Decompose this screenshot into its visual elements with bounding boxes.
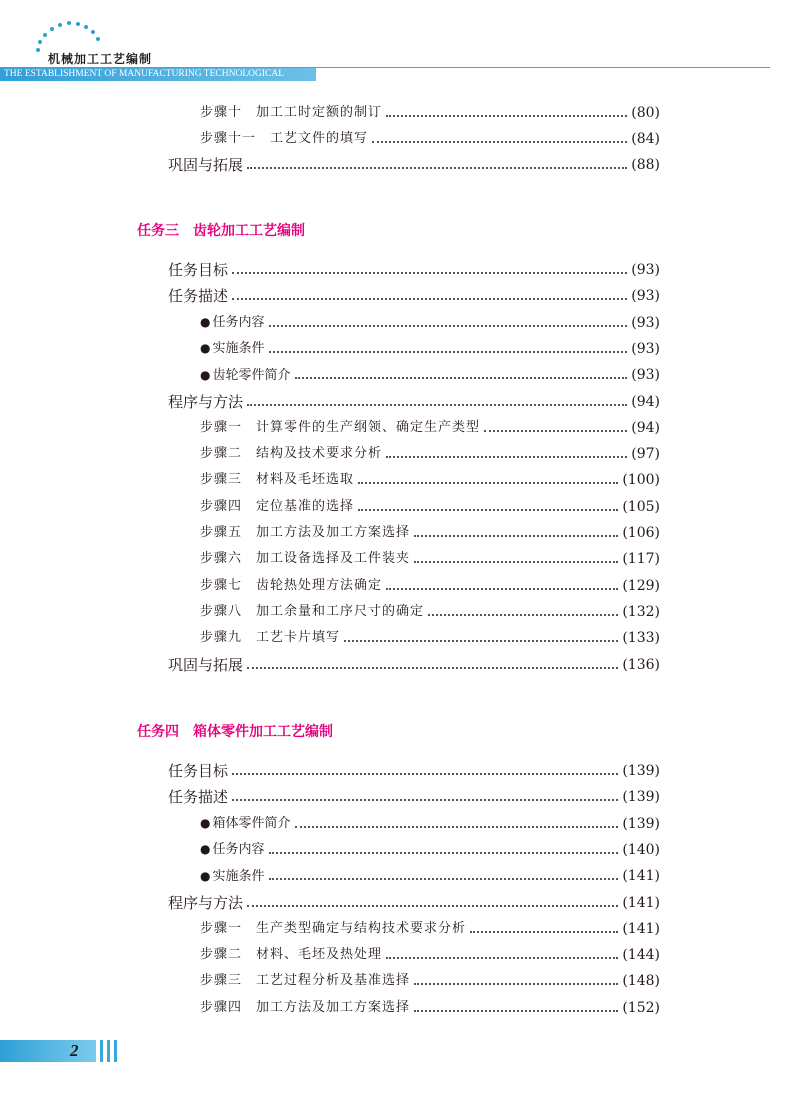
toc-step-number: 步骤十 bbox=[200, 105, 243, 120]
section-title: 箱体零件加工工艺编制 bbox=[193, 724, 333, 740]
toc-entry-label bbox=[200, 523, 410, 543]
toc-entry-title: 计算零件的生产纲领、确定生产类型 bbox=[256, 419, 481, 435]
section-heading[interactable] bbox=[137, 721, 333, 743]
toc-entry-title: 加工方法及加工方案选择 bbox=[256, 999, 411, 1015]
toc-page-number: (94) bbox=[631, 419, 660, 436]
toc-entry-label bbox=[168, 392, 243, 412]
toc-entry[interactable] bbox=[168, 655, 660, 675]
toc-entry-title: 定位基准的选择 bbox=[256, 498, 355, 514]
bullet-icon: ● bbox=[200, 315, 211, 330]
toc-entry-title: 实施条件 bbox=[212, 341, 265, 357]
dot-leader bbox=[232, 799, 618, 801]
toc-entry[interactable] bbox=[200, 523, 660, 543]
book-subtitle-english: THE ESTABLISHMENT OF MANUFACTURING TECHNOLOGICAL bbox=[4, 69, 285, 79]
toc-entry-title: 加工工时定额的制订 bbox=[256, 105, 383, 120]
toc-page-number: (80) bbox=[631, 105, 660, 121]
toc-entry-title: 程序与方法 bbox=[168, 893, 244, 912]
dot-leader bbox=[295, 377, 628, 379]
toc-page-number: (148) bbox=[622, 973, 660, 990]
dot-leader bbox=[386, 456, 627, 458]
section-title: 齿轮加工工艺编制 bbox=[193, 223, 305, 239]
toc-entry-title: 材料及毛坯选取 bbox=[256, 472, 355, 488]
toc-entry[interactable] bbox=[168, 392, 660, 412]
toc-entry-label bbox=[168, 655, 243, 675]
toc-step-number: 步骤三 bbox=[200, 973, 243, 989]
toc-entry-title: 齿轮热处理方法确定 bbox=[256, 577, 383, 593]
toc-entry[interactable] bbox=[200, 945, 660, 965]
dot-leader bbox=[247, 667, 618, 669]
toc-entry[interactable] bbox=[200, 444, 660, 464]
toc-entry-label bbox=[168, 893, 243, 913]
toc-entry-label bbox=[200, 628, 340, 648]
toc-entry[interactable] bbox=[200, 628, 660, 648]
toc-entry-label bbox=[200, 839, 265, 860]
toc-entry-title: 结构及技术要求分析 bbox=[256, 446, 383, 462]
toc-page-number: (100) bbox=[622, 472, 660, 489]
toc-entry[interactable] bbox=[200, 365, 660, 385]
toc-entry[interactable] bbox=[200, 103, 660, 123]
toc-step-number: 步骤二 bbox=[200, 446, 243, 462]
dot-leader bbox=[247, 404, 627, 406]
toc-entry[interactable] bbox=[200, 497, 660, 517]
toc-entry-title: 任务目标 bbox=[168, 261, 229, 279]
toc-entry-label bbox=[200, 129, 368, 149]
toc-step-number: 步骤十一 bbox=[200, 131, 257, 146]
toc-page-number: (93) bbox=[631, 340, 660, 357]
toc-entry-label bbox=[200, 971, 410, 991]
dot-leader bbox=[414, 1010, 618, 1012]
page-header bbox=[0, 0, 800, 90]
toc-page-number: (93) bbox=[631, 314, 660, 331]
toc-page-number: (140) bbox=[622, 841, 660, 858]
section-number: 任务四 bbox=[137, 724, 179, 740]
toc-page-number: (144) bbox=[622, 947, 660, 964]
dot-leader bbox=[386, 957, 618, 959]
toc-entry-label bbox=[168, 286, 228, 306]
dot-leader bbox=[358, 482, 618, 484]
toc-entry-title: 工艺文件的填写 bbox=[270, 131, 369, 146]
toc-entry[interactable] bbox=[200, 971, 660, 991]
toc-entry[interactable] bbox=[200, 998, 660, 1018]
toc-entry-title: 工艺过程分析及基准选择 bbox=[256, 973, 411, 989]
dot-leader bbox=[386, 588, 618, 590]
toc-entry-title: 任务内容 bbox=[212, 842, 265, 858]
toc-entry-title: 实施条件 bbox=[212, 868, 265, 884]
toc-entry[interactable] bbox=[200, 602, 660, 622]
toc-entry-label bbox=[200, 497, 354, 517]
toc-page-number: (141) bbox=[622, 868, 660, 885]
section-heading[interactable] bbox=[137, 220, 305, 242]
bullet-icon: ● bbox=[200, 842, 211, 857]
toc-page-number: (129) bbox=[622, 577, 660, 594]
dot-leader bbox=[269, 878, 619, 880]
toc-entry[interactable] bbox=[168, 260, 660, 280]
toc-entry-title: 箱体零件简介 bbox=[212, 816, 291, 832]
toc-entry[interactable] bbox=[168, 787, 660, 807]
page-number: 2 bbox=[70, 1041, 79, 1060]
dot-leader bbox=[414, 983, 618, 985]
toc-entry-title: 任务描述 bbox=[168, 287, 229, 306]
toc-entry-label bbox=[200, 945, 382, 965]
toc-page-number: (88) bbox=[631, 157, 660, 173]
toc-step-number: 步骤四 bbox=[200, 999, 243, 1015]
toc-entry[interactable] bbox=[200, 576, 660, 596]
toc-entry[interactable] bbox=[200, 339, 660, 359]
toc-entry-title: 工艺卡片填写 bbox=[256, 630, 341, 646]
dot-leader bbox=[232, 773, 618, 775]
toc-entry-title: 材料、毛坯及热处理 bbox=[256, 947, 383, 963]
toc-entry-title: 任务内容 bbox=[212, 315, 265, 331]
toc-step-number: 步骤四 bbox=[200, 498, 243, 514]
toc-entry-title: 任务目标 bbox=[168, 762, 229, 780]
toc-entry[interactable] bbox=[200, 470, 660, 490]
toc-entry-label bbox=[200, 444, 382, 464]
toc-page-number: (133) bbox=[622, 630, 660, 647]
toc-page-number: (139) bbox=[622, 789, 660, 806]
dot-leader bbox=[232, 298, 627, 300]
toc-step-number: 步骤七 bbox=[200, 577, 243, 593]
toc-entry-title: 任务描述 bbox=[168, 788, 229, 807]
toc-entry-label bbox=[168, 761, 228, 781]
toc-entry-title: 加工设备选择及工件装夹 bbox=[256, 551, 411, 567]
toc-step-number: 步骤六 bbox=[200, 551, 243, 567]
toc-entry-label bbox=[200, 312, 265, 333]
toc-page-number: (93) bbox=[631, 288, 660, 305]
toc-entry[interactable] bbox=[168, 155, 660, 175]
toc-entry[interactable] bbox=[200, 866, 660, 886]
dot-leader bbox=[484, 430, 627, 432]
toc-entry[interactable] bbox=[168, 286, 660, 306]
dot-leader bbox=[358, 509, 618, 511]
toc-entry[interactable] bbox=[168, 761, 660, 781]
toc-entry[interactable] bbox=[200, 549, 660, 569]
toc-step-number: 步骤五 bbox=[200, 525, 243, 540]
toc-entry-title: 加工余量和工序尺寸的确定 bbox=[256, 603, 425, 619]
toc-entry-label bbox=[200, 338, 265, 359]
toc-entry[interactable] bbox=[200, 840, 660, 860]
toc-entry[interactable] bbox=[200, 919, 660, 939]
toc-page-number: (97) bbox=[631, 446, 660, 463]
toc-entry[interactable] bbox=[200, 814, 660, 834]
dot-leader bbox=[372, 141, 627, 143]
toc-step-number: 步骤三 bbox=[200, 472, 243, 488]
toc-page-number: (152) bbox=[622, 999, 660, 1016]
dot-leader bbox=[269, 325, 628, 327]
dot-leader bbox=[344, 640, 618, 642]
dot-leader bbox=[414, 561, 618, 563]
toc-step-number: 步骤八 bbox=[200, 603, 243, 619]
toc-entry[interactable] bbox=[200, 418, 660, 438]
toc-entry-label bbox=[200, 998, 410, 1018]
toc-step-number: 步骤九 bbox=[200, 630, 243, 646]
toc-page-number: (93) bbox=[631, 367, 660, 384]
dot-leader bbox=[295, 826, 619, 828]
toc-step-number: 步骤一 bbox=[200, 419, 243, 435]
toc-entry-title: 程序与方法 bbox=[168, 392, 244, 411]
toc-page-number: (117) bbox=[622, 551, 660, 568]
toc-page-number: (141) bbox=[622, 894, 660, 911]
dot-leader bbox=[269, 351, 628, 353]
toc-entry[interactable] bbox=[200, 313, 660, 333]
toc-entry-label bbox=[200, 103, 382, 123]
dot-leader bbox=[232, 272, 627, 274]
toc-page-number: (141) bbox=[622, 920, 660, 937]
toc-entry-label bbox=[200, 470, 354, 490]
toc-page-number: (106) bbox=[622, 525, 660, 541]
toc-entry-label bbox=[168, 260, 228, 280]
toc-entry-title: 齿轮零件简介 bbox=[212, 367, 291, 383]
dot-leader bbox=[428, 614, 618, 616]
toc-entry[interactable] bbox=[200, 129, 660, 149]
toc-entry-label bbox=[200, 549, 410, 569]
toc-page-number: (105) bbox=[622, 498, 660, 515]
toc-page-number: (93) bbox=[631, 262, 660, 278]
bullet-icon: ● bbox=[200, 341, 211, 356]
footer-band bbox=[0, 1040, 96, 1062]
dot-leader bbox=[269, 852, 619, 854]
toc-entry-label bbox=[200, 813, 291, 834]
toc-entry-label bbox=[200, 418, 480, 438]
toc-page-number: (84) bbox=[631, 131, 660, 147]
section-number: 任务三 bbox=[137, 223, 179, 239]
dot-leader bbox=[414, 535, 618, 537]
toc-step-number: 步骤一 bbox=[200, 920, 243, 936]
dot-leader bbox=[247, 905, 618, 907]
toc-entry-title: 巩固与拓展 bbox=[168, 156, 244, 174]
toc-entry-label bbox=[200, 602, 424, 622]
toc-entry-label bbox=[200, 576, 382, 596]
dot-leader bbox=[247, 167, 627, 169]
toc-entry-label bbox=[200, 866, 265, 887]
bullet-icon: ● bbox=[200, 816, 211, 831]
toc-entry-title: 加工方法及加工方案选择 bbox=[256, 525, 411, 540]
toc-entry-label bbox=[200, 919, 466, 939]
toc-entry[interactable] bbox=[168, 893, 660, 913]
toc-page-number: (139) bbox=[622, 815, 660, 832]
toc-page-number: (139) bbox=[622, 763, 660, 779]
toc-page-number: (136) bbox=[622, 656, 660, 673]
toc-page-number: (94) bbox=[631, 393, 660, 410]
bullet-icon: ● bbox=[200, 367, 211, 382]
toc-entry-title: 巩固与拓展 bbox=[168, 655, 244, 674]
toc-page-number: (132) bbox=[622, 603, 660, 620]
toc-entry-label bbox=[168, 787, 228, 807]
dot-leader bbox=[386, 115, 627, 117]
book-title: 机械加工工艺编制 bbox=[48, 52, 153, 66]
toc-step-number: 步骤二 bbox=[200, 947, 243, 963]
bullet-icon: ● bbox=[200, 868, 211, 883]
footer-stripes-decoration bbox=[100, 1040, 121, 1062]
toc-entry-label bbox=[200, 365, 291, 386]
dot-leader bbox=[470, 931, 618, 933]
toc-entry-title: 生产类型确定与结构技术要求分析 bbox=[256, 920, 467, 936]
